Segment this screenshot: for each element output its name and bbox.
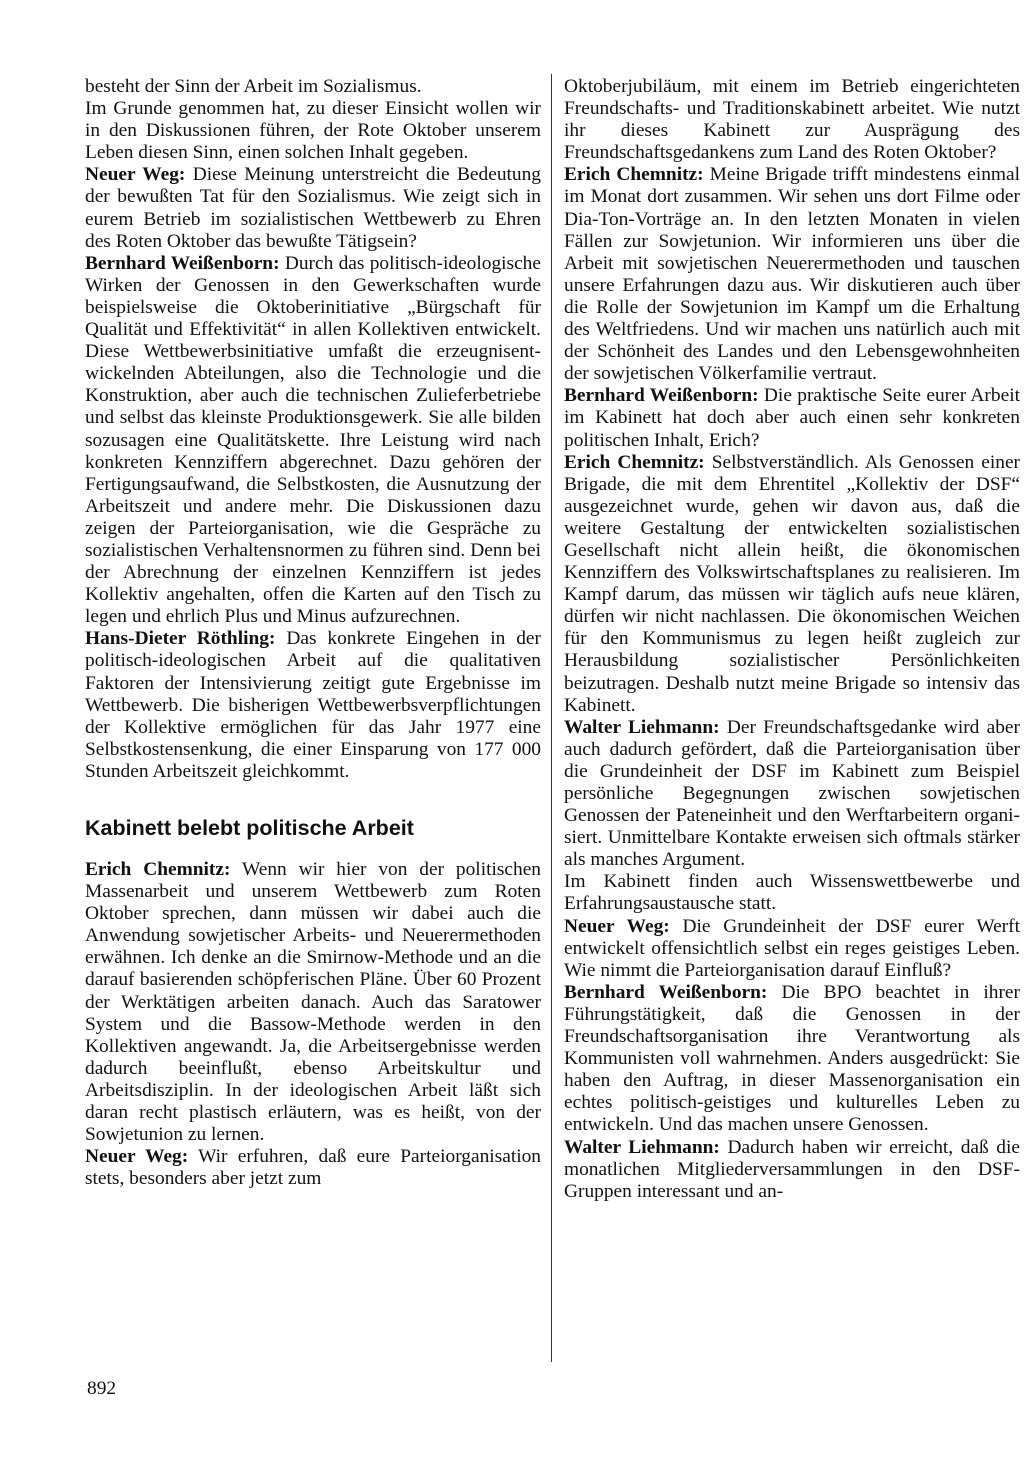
paragraph-text: besteht der Sinn der Arbeit im Sozialismus. (85, 76, 422, 97)
left-column-text-after-heading (85, 859, 541, 1190)
paragraph-text: Im Grunde genommen hat, zu dieser Einsicht wollen wir in den Diskussionen führen, der Rote Oktober unserem Leben diesen Sinn, einen solchen Inhalt gegeben. (85, 98, 541, 164)
paragraph (85, 253, 541, 629)
paragraph-text: Diese Meinung unterstreicht die Bedeutung der bewußten Tat für den Sozialismus. Wie zeigt sich in eurem Betrieb im sozialistischen Wettbewerb zu Ehren des Roten Oktober das bewußte Tätigsein? (85, 164, 541, 252)
speaker-name: Walter Liehmann: (564, 1136, 720, 1158)
paragraph (85, 164, 541, 252)
paragraph (85, 76, 541, 98)
speaker-name: Hans-Dieter Röthling: (85, 628, 276, 650)
paragraph-text: Der Freundschaftsgedanke wird aber auch dadurch gefördert, daß die Parteiorganisation über die Grundeinheit der DSF im Kabinett zum Beispiel persönliche Begegnungen zwischen sowjetischen Genossen der Pateneinheit und den Werftarbeitern organisiert. Unmittelbare Kontakte erweisen sich oftmals stärker als manches Argument. (564, 716, 1020, 871)
paragraph-text: Meine Brigade trifft mindestens einmal im Monat dort zusammen. Wir sehen uns dort Filme oder Dia-Ton-Vorträge an. In den letzten Monaten in vielen Fällen zur Sowjetunion. Wir informieren uns über die Arbeit mit sowjetischen Neuerermethoden und tauschen unsere Erfahrungen dazu aus. Wir diskutieren auch über die Rolle der Sowjetunion im Kampf um die Erhaltung des Weltfriedens. Und wir machen uns natürlich auch mit der Schönheit des Landes und den Lebensgewohnheiten der sowjetischen Völkerfamilie vertraut. (564, 164, 1020, 385)
page-number: 892 (87, 1378, 117, 1399)
paragraph-text: Wenn wir hier von der politischen Massenarbeit und unserem Wettbewerb zum Roten Oktober sprechen, dann müssen wir dabei auch die Anwendung sowjetischer Arbeits- und Neuerermethoden erwähnen. Ich denke an die Smirnow-Methode und an die darauf basierenden schöpferischen Pläne. Über 60 Prozent der Werktätigen arbeiten danach. Auch das Saratower System und die Bassow-Methode werden in den Kollektiven angewandt. Ja, die Arbeitsergebnisse werden dadurch beeinflußt, ebenso Arbeitskultur und Arbeitsdisziplin. In der ideologischen Arbeit läßt sich daran recht plastisch erläutern, was es heißt, von der Sowjetunion zu lernen. (85, 859, 542, 1146)
paragraph-text: Selbstverständlich. Als Genossen einer Brigade, die mit dem Ehrentitel „Kollektiv der DSF“ ausgezeichnet wurde, gehen wir davon aus, daß die weitere Gestaltung der entwickelten sozialistischen Gesellschaft nicht allein heißt, die ökonomischen Kennziffern des Volkswirtschaftsplanes zu realisieren. Im Kampf darum, das müssen wir täglich aufs neue klären, dürfen wir nicht nachlassen. Die ökonomischen Weichen für den Kommunismus zu legen heißt zugleich zur Herausbildung sozialistischer Persönlichkeiten beizutragen. Deshalb nutzt meine Brigade so intensiv das Kabinett. (564, 451, 1021, 716)
paragraph-text: Die BPO beachtet in ihrer Führungstätigkeit, daß die Genossen in der Freundschaftsorganisation ihre Verantwortung als Kommunisten voll wahrnehmen. Anders ausgedrückt: Sie haben den Auftrag, in dieser Massenorganisation ein echtes politisch-geistiges und kulturelles Leben zu entwickeln. Und das machen unsere Genossen. (564, 981, 1020, 1136)
paragraph (564, 916, 1020, 982)
paragraph (564, 385, 1020, 451)
speaker-name: Neuer Weg: (564, 915, 670, 937)
speaker-name: Bernhard Weißenborn: (564, 981, 768, 1003)
paragraph (85, 859, 541, 1146)
speaker-name: Walter Liehmann: (564, 716, 720, 738)
paragraph-text: Die Grundeinheit der DSF eurer Werft entwickelt offensichtlich selbst ein reges geistiges Leben. Wie nimmt die Parteiorganisation darauf Einfluß? (564, 915, 1020, 981)
paragraph (564, 452, 1020, 717)
paragraph (564, 717, 1020, 872)
paragraph (85, 628, 541, 783)
paragraph-text: Das konkrete Eingehen in der politisch-ideologischen Arbeit auf die qualitativen Faktoren der Intensivierung zeitigt gute Ergebnisse im Wettbewerb. Die bisherigen Wettbewerbsverpflichtungen der Kollektive ermöglichen für das Jahr 1977 eine Selbstkostensenkung, die einer Einsparung von 177 000 Stunden Arbeitszeit gleichkommt. (85, 628, 541, 782)
section-heading: Kabinett belebt politische Arbeit (85, 816, 414, 840)
paragraph-text: Durch das politisch-ideologische Wirken der Genossen in den Gewerkschaften wurde beispielsweise die Oktoberinitiative „Bürgschaft für Qualität und Effektivität“ in allen Kollektiven entwickelt. Diese Wettbewerbsinitiative umfaßt die erzeugnisentwickelnden Abteilungen, also die Technologie und die Konstruktion, aber auch die technischen Zulieferbetriebe und selbst das kleinste Produktionsgewerk. Sie alle bilden sozusagen eine Qualitätskette. Ihre Leistung wird nach konkreten Kennziffern abgerechnet. Dazu gehören der Fertigungsaufwand, die Selbstkosten, die Ausnutzung der Arbeitszeit und andere mehr. Die Diskussionen dazu zeigen der Parteiorganisation, wie die Gespräche zu sozialistischen Verhaltensnormen zu führen sind. Denn bei der Abrechnung der einzelnen Kennziffern ist jedes Kollektiv angehalten, offen die Karten auf den Tisch zu legen und ehrlich Plus und Minus aufzurechnen. (85, 252, 541, 628)
paragraph-text: Oktoberjubiläum, mit einem im Betrieb eingerichteten Freundschafts- und Traditionskabinett arbeitet. Wie nutzt ihr dieses Kabinett zur Ausprägung des Freundschaftsgedankens zum Land des Roten Oktober? (564, 76, 1020, 164)
right-column-text (564, 76, 1020, 1203)
left-column (85, 76, 541, 1190)
paragraph (564, 982, 1020, 1137)
speaker-name: Neuer Weg: (85, 164, 186, 186)
speaker-name: Erich Chemnitz: (564, 164, 704, 186)
right-column (564, 76, 1020, 1203)
speaker-name: Neuer Weg: (85, 1146, 189, 1168)
paragraph (564, 76, 1020, 164)
paragraph-text: Die praktische Seite eurer Arbeit im Kabinett hat doch aber auch einen sehr konkreten politischen Inhalt, Erich? (564, 385, 1020, 451)
speaker-name: Erich Chemnitz: (85, 859, 231, 880)
speaker-name: Bernhard Weißenborn: (564, 385, 759, 407)
speaker-name: Bernhard Weißenborn: (85, 252, 280, 274)
speaker-name: Erich Chemnitz: (564, 451, 705, 473)
paragraph (85, 98, 541, 164)
paragraph (564, 871, 1020, 915)
paragraph-text: Im Kabinett finden auch Wissenswettbewerbe und Erfahrungsaustausche statt. (564, 871, 1020, 915)
paragraph (85, 1146, 541, 1190)
paragraph (564, 164, 1020, 385)
left-column-text-before-heading (85, 76, 541, 783)
paragraph-text: Wir erfuhren, daß eure Parteiorganisation stets, besonders aber jetzt zum (85, 1146, 542, 1190)
paragraph (564, 1137, 1020, 1203)
paragraph-text: Dadurch haben wir erreicht, daß die monatlichen Mitgliederversammlungen in den DSF-Gruppen interessant und an- (564, 1136, 1020, 1202)
column-divider (551, 74, 552, 1362)
